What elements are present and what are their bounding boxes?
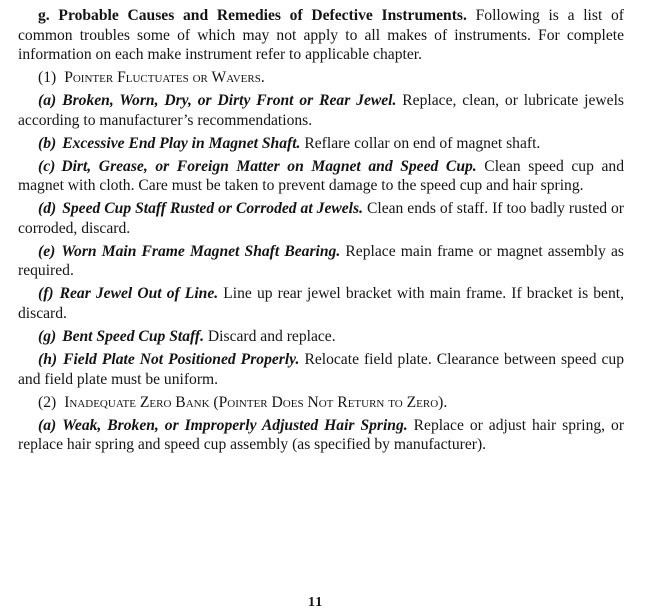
item-label: (c) — [38, 157, 56, 175]
item-remedy: Clean speed cup and magnet with cloth. Care must be taken to prevent damage to the speed cup and hair spring. — [18, 157, 624, 195]
item-cause: Bent Speed Cup Staff. — [62, 328, 204, 346]
section-intro-text: Following is a list of common troubles some of which may not apply to all makes of instruments. For complete information on each make instrument refer to applicable chapter. — [18, 7, 624, 64]
item-cause: Speed Cup Staff Rusted or Corroded at Jewels. — [62, 200, 363, 218]
list-item — [18, 327, 624, 347]
list-item — [18, 157, 624, 196]
item-cause: Dirt, Grease, or Foreign Matter on Magnet and Speed Cup. — [61, 157, 477, 175]
list-item — [18, 199, 624, 238]
item-cause: Worn Main Frame Magnet Shaft Bearing. — [61, 242, 341, 260]
group-heading-2 — [18, 393, 624, 413]
item-label: (h) — [38, 351, 58, 369]
item-remedy: Replace or adjust hair spring, or replace hair spring and speed cup assembly (as specified by manufacturer). — [18, 416, 625, 454]
item-cause: Broken, Worn, Dry, or Dirty Front or Rear Jewel. — [62, 92, 397, 110]
page-number: 11 — [308, 595, 324, 610]
item-label: (f) — [38, 285, 54, 303]
item-remedy: Replace main frame or magnet assembly as required. — [18, 242, 624, 280]
list-item — [18, 91, 624, 130]
document-page — [18, 6, 624, 458]
item-label: (d) — [38, 200, 57, 218]
group-title: Pointer Fluctuates or Wavers. — [64, 69, 265, 87]
item-label: (a) — [38, 92, 57, 110]
item-cause: Weak, Broken, or Improperly Adjusted Hair Spring. — [62, 416, 408, 434]
item-label: (e) — [38, 242, 56, 260]
item-remedy: Reflare collar on end of magnet shaft. — [304, 134, 541, 152]
item-label: (g) — [38, 328, 57, 346]
section-intro — [18, 6, 624, 65]
item-cause: Field Plate Not Positioned Properly. — [63, 351, 300, 369]
item-label: (a) — [38, 416, 57, 434]
item-label: (b) — [38, 134, 57, 152]
group-heading-1 — [18, 68, 624, 88]
section-heading: Probable Causes and Remedies of Defective Instruments. — [58, 7, 467, 24]
item-remedy: Discard and replace. — [207, 328, 336, 346]
group-number: (2) — [38, 393, 57, 411]
section-letter: g. — [38, 7, 50, 24]
item-remedy: Relocate field plate. Clearance between speed cup and field plate must be uniform. — [18, 351, 624, 388]
list-item — [18, 284, 624, 323]
list-item — [18, 134, 624, 154]
group-number: (1) — [38, 69, 57, 87]
item-cause: Rear Jewel Out of Line. — [59, 285, 219, 303]
list-item — [18, 242, 624, 281]
item-remedy: Clean ends of staff. If too badly rusted or corroded, discard. — [18, 200, 624, 237]
list-item — [18, 350, 624, 389]
item-cause: Excessive End Play in Magnet Shaft. — [62, 134, 301, 152]
group-title: Inadequate Zero Bank (Pointer Does Not Return to Zero). — [64, 393, 448, 411]
item-remedy: Line up rear jewel bracket with main frame. If bracket is bent, discard. — [18, 285, 625, 323]
list-item — [18, 416, 624, 455]
item-remedy: Replace, clean, or lubricate jewels according to manufacturer’s recommendations. — [18, 92, 624, 129]
